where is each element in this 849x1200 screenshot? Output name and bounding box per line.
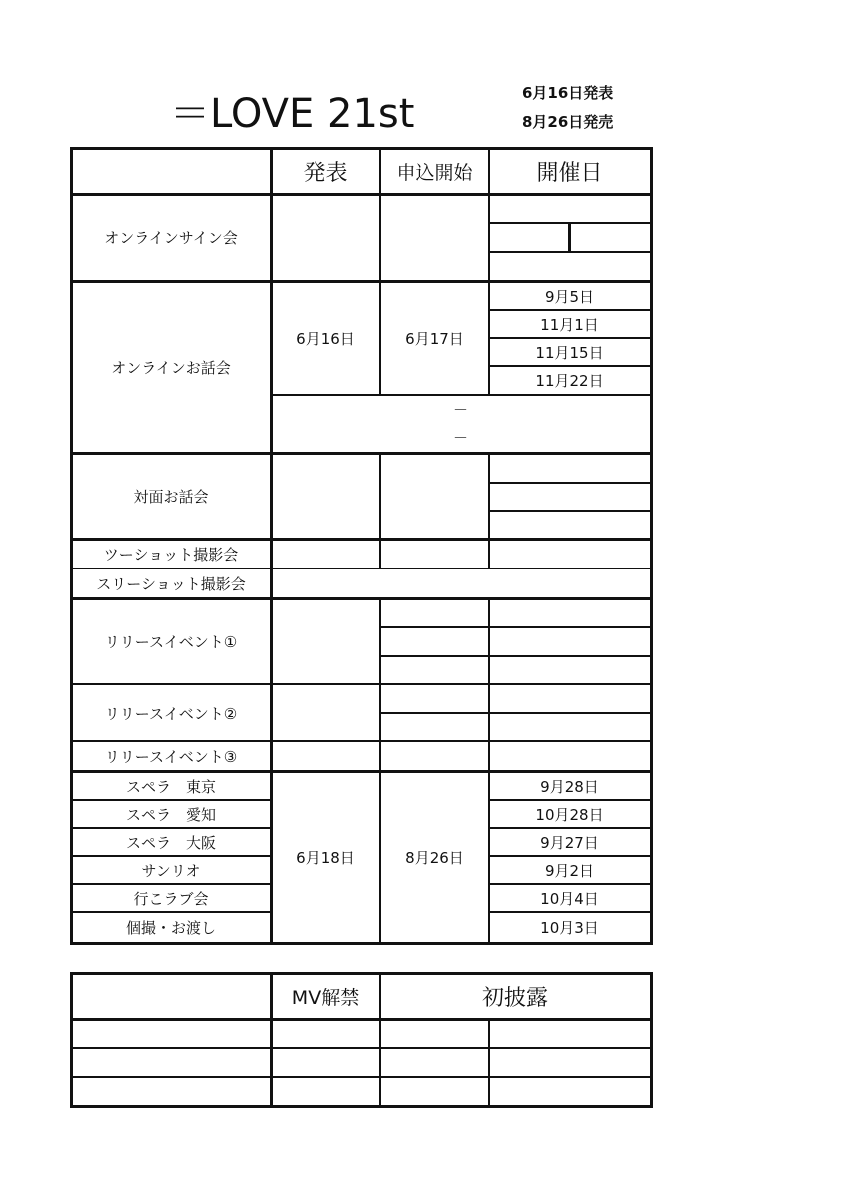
- row-online-talk: オンラインお話会: [111, 358, 231, 377]
- grid-line: [568, 222, 571, 252]
- dash-2: －: [452, 429, 468, 447]
- row-release-event-3: リリースイベント③: [104, 747, 238, 766]
- venues-apply: 8月26日: [405, 848, 464, 867]
- venue-2: スペラ 愛知: [125, 805, 216, 824]
- online-talk-date-4: 11月22日: [535, 372, 604, 390]
- row-release-event-2: リリースイベント②: [104, 704, 238, 723]
- online-talk-date-3: 11月15日: [535, 343, 604, 362]
- grid-line: [650, 147, 653, 945]
- grid-line: [70, 942, 653, 945]
- venue-date-4: 9月2日: [544, 861, 595, 880]
- header-mv: MV解禁: [291, 986, 360, 1009]
- online-talk-date-2: 11月1日: [540, 315, 599, 334]
- header-apply: 申込開始: [396, 161, 473, 184]
- grid-line: [70, 1076, 650, 1078]
- grid-line: [70, 1047, 650, 1049]
- online-talk-date-1: 9月5日: [544, 287, 595, 306]
- header-debut: 初披露: [481, 985, 548, 1011]
- grid-line: [70, 1018, 650, 1021]
- venue-6: 個撮・お渡し: [125, 918, 216, 937]
- row-release-event-1: リリースイベント①: [104, 633, 238, 651]
- venue-date-1: 9月28日: [540, 777, 599, 796]
- venue-5: 行こラブ会: [133, 889, 209, 908]
- grid-line: [650, 972, 653, 1108]
- venue-date-3: 9月27日: [540, 833, 599, 852]
- announce-date: 6月16日発表: [522, 84, 614, 102]
- grid-line: [70, 1105, 653, 1108]
- row-three-shot: スリーショット撮影会: [96, 574, 246, 593]
- venue-date-2: 10月28日: [535, 805, 604, 824]
- grid-line: [488, 482, 650, 484]
- venue-4: サンリオ: [141, 861, 201, 880]
- grid-line: [379, 452, 381, 568]
- venue-1: スペラ 東京: [125, 777, 216, 796]
- grid-line: [379, 597, 381, 770]
- grid-line: [488, 1018, 490, 1108]
- grid-line: [488, 510, 650, 512]
- venue-date-5: 10月4日: [540, 889, 599, 908]
- grid-line: [379, 626, 650, 628]
- row-online-sign: オンラインサイン会: [104, 229, 238, 247]
- row-face-talk: 対面お話会: [133, 488, 209, 506]
- grid-line: [70, 972, 73, 1108]
- grid-line: [379, 655, 650, 657]
- release-date: 8月26日発売: [522, 113, 614, 131]
- row-two-shot: ツーショット撮影会: [103, 545, 239, 564]
- dash-1: －: [452, 401, 468, 419]
- venues-announce: 6月18日: [296, 848, 355, 867]
- venue-3: スペラ 大阪: [125, 833, 216, 852]
- grid-line: [379, 712, 650, 714]
- page-title: ＝LOVE 21st: [170, 91, 415, 137]
- online-talk-apply: 6月17日: [405, 330, 464, 348]
- online-talk-announce: 6月16日: [296, 330, 355, 348]
- venue-date-6: 10月3日: [540, 918, 599, 937]
- header-announce: 発表: [303, 160, 348, 186]
- header-date: 開催日: [536, 160, 603, 186]
- grid-line: [488, 597, 490, 770]
